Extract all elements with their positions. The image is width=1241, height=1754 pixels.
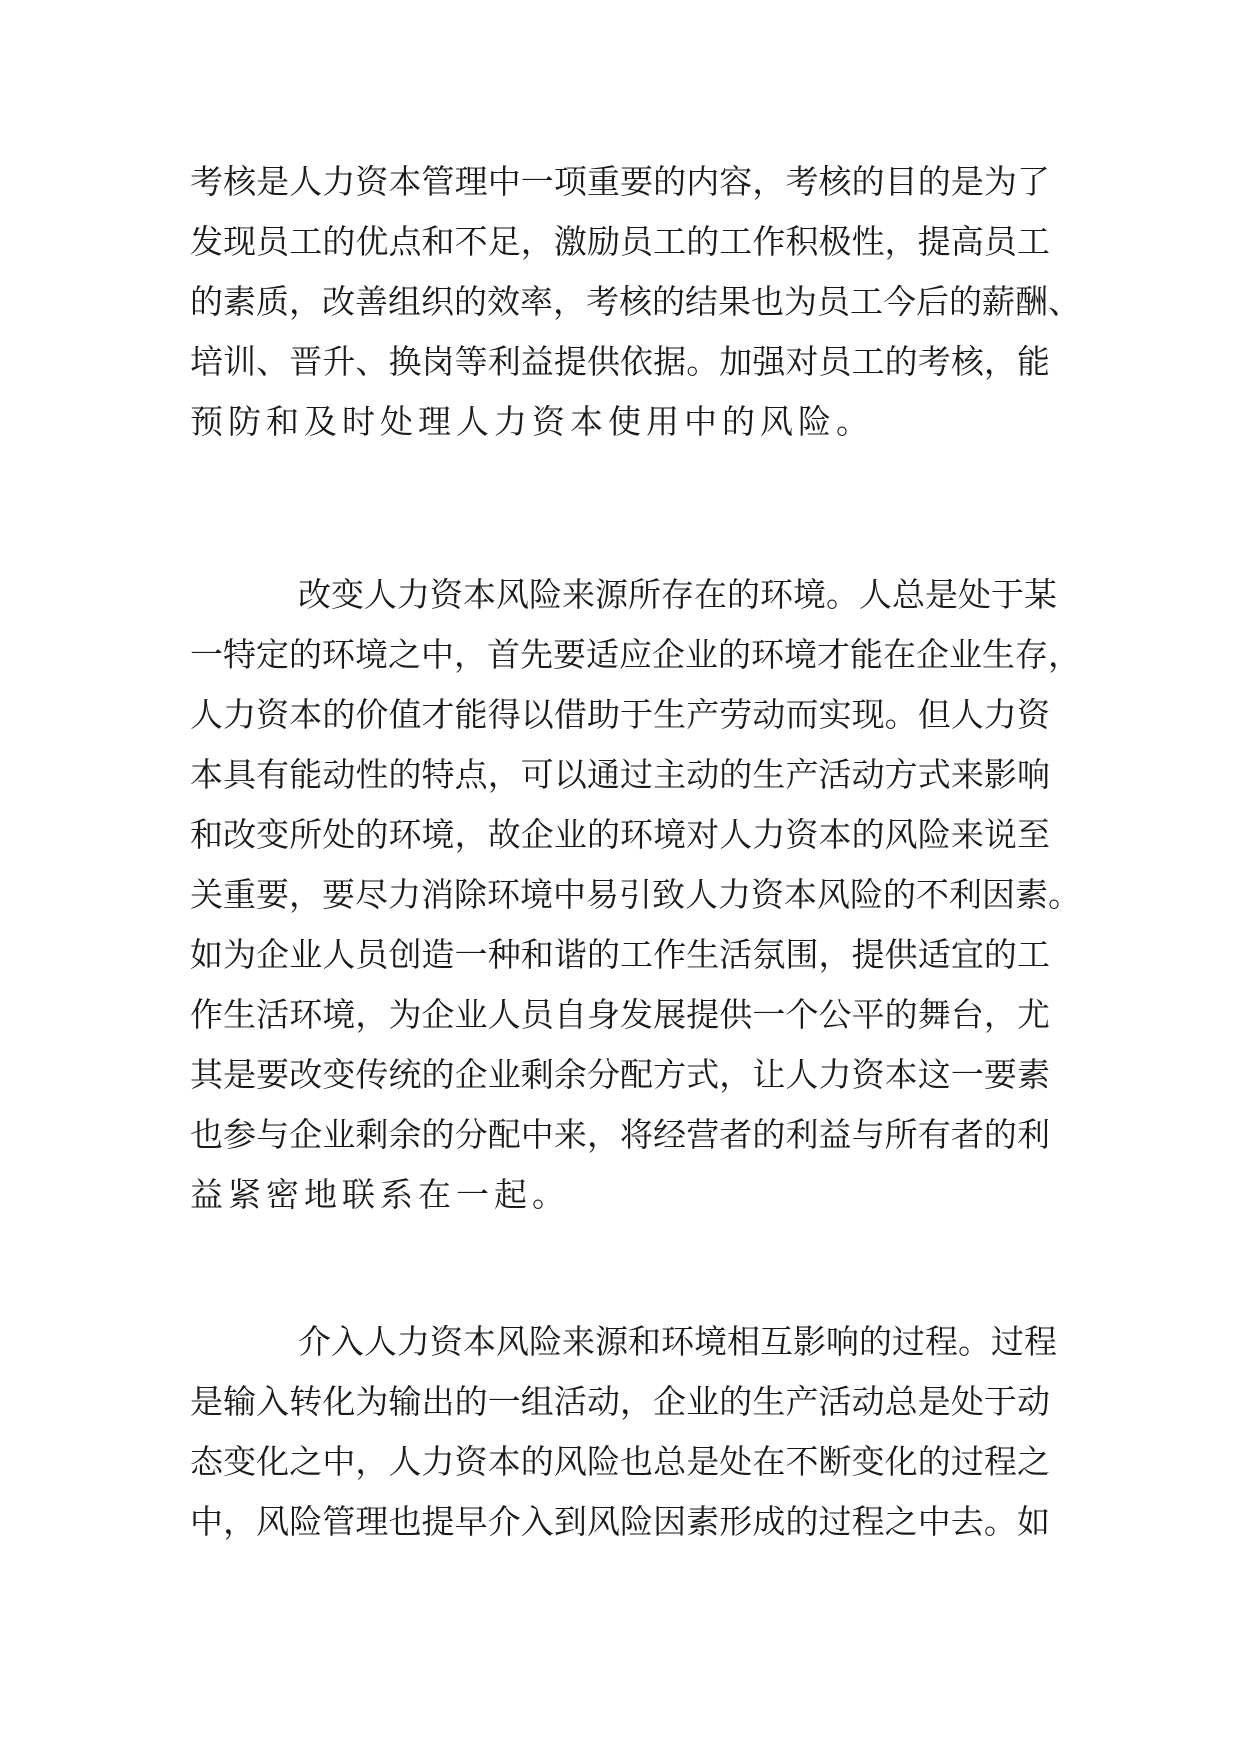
text-line: 介入人力资本风险来源和环境相互影响的过程。过程 (298, 1322, 1057, 1361)
text-line: 态变化之中，人力资本的风险也总是处在不断变化的过程之 (190, 1442, 1050, 1481)
text-line: 关重要，要尽力消除环境中易引致人力资本风险的不利因素。 (190, 875, 1081, 914)
text-line: 培训、晋升、换岗等利益提供依据。加强对员工的考核，能 (190, 342, 1050, 381)
text-line: 本具有能动性的特点，可以通过主动的生产活动方式来影响 (190, 755, 1050, 794)
text-line: 其是要改变传统的企业剩余分配方式，让人力资本这一要素 (190, 1055, 1050, 1094)
text-line: 中，风险管理也提早介入到风险因素形成的过程之中去。如 (190, 1502, 1050, 1541)
text-line: 预防和及时处理人力资本使用中的风险。 (190, 402, 874, 441)
paragraph-process (190, 1312, 1057, 1552)
text-line: 考核是人力资本管理中一项重要的内容，考核的目的是为了 (190, 162, 1050, 201)
text-line: 发现员工的优点和不足，激励员工的工作积极性，提高员工 (190, 222, 1050, 261)
paragraph-appraisal (190, 152, 1081, 452)
text-line: 和改变所处的环境，故企业的环境对人力资本的风险来说至 (190, 815, 1050, 854)
text-line: 也参与企业剩余的分配中来，将经营者的利益与所有者的利 (190, 1115, 1050, 1154)
text-line: 改变人力资本风险来源所存在的环境。人总是处于某 (298, 575, 1057, 614)
text-line: 的素质，改善组织的效率，考核的结果也为员工今后的薪酬、 (190, 282, 1081, 321)
text-line: 是输入转化为输出的一组活动，企业的生产活动总是处于动 (190, 1382, 1050, 1421)
text-line: 作生活环境，为企业人员自身发展提供一个公平的舞台，尤 (190, 995, 1050, 1034)
text-line: 一特定的环境之中，首先要适应企业的环境才能在企业生存， (190, 635, 1081, 674)
text-line: 人力资本的价值才能得以借助于生产劳动而实现。但人力资 (190, 695, 1050, 734)
paragraph-environment (190, 565, 1081, 1225)
text-line: 如为企业人员创造一种和谐的工作生活氛围，提供适宜的工 (190, 935, 1050, 974)
text-line: 益紧密地联系在一起。 (190, 1175, 570, 1214)
